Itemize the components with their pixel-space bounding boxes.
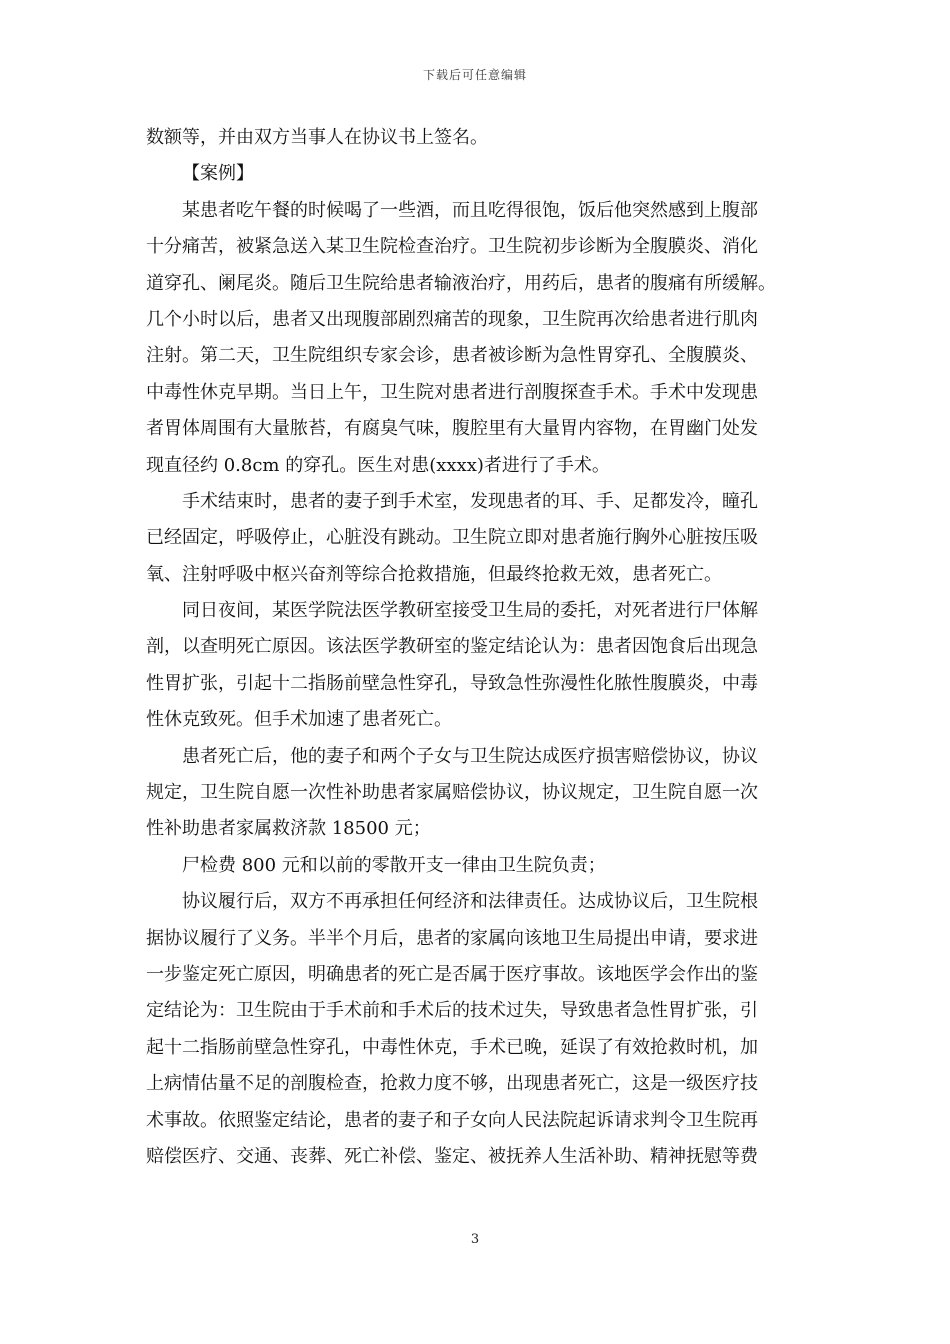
- text-line-4: 十分痛苦，被紧急送入某卫生院检查治疗。卫生院初步诊断为全腹膜炎、消化: [146, 236, 758, 258]
- text-line-5: 道穿孔、阑尾炎。随后卫生院给患者输液治疗，用药后，患者的腹痛有所缓解。: [146, 272, 776, 294]
- text-line-28: 术事故。依照鉴定结论，患者的妻子和子女向人民法院起诉请求判令卫生院再: [146, 1109, 758, 1131]
- text-line-9: 者胃体周围有大量脓苔，有腐臭气味，腹腔里有大量胃内容物，在胃幽门处发: [146, 418, 758, 440]
- page-number: 3: [470, 1232, 480, 1247]
- text-line-3: 某患者吃午餐的时候喝了一些酒，而且吃得很饱，饭后他突然感到上腹部: [182, 199, 758, 221]
- text-line-21: 尸检费 800 元和以前的零散开支一律由卫生院负责；: [182, 854, 606, 876]
- text-line-19: 规定，卫生院自愿一次性补助患者家属赔偿协议，协议规定，卫生院自愿一次: [146, 782, 758, 804]
- text-line-11: 手术结束时，患者的妻子到手术室，发现患者的耳、手、足都发冷，瞳孔: [182, 490, 758, 512]
- text-line-25: 定结论为：卫生院由于手术前和手术后的技术过失，导致患者急性胃扩张，引: [146, 1000, 758, 1022]
- text-line-26: 起十二指肠前壁急性穿孔，中毒性休克，手术已晚，延误了有效抢救时机，加: [146, 1036, 758, 1058]
- text-line-29: 赔偿医疗、交通、丧葬、死亡补偿、鉴定、被抚养人生活补助、精神抚慰等费: [146, 1145, 758, 1167]
- text-line-20: 性补助患者家属救济款 18500 元；: [146, 818, 431, 840]
- text-line-15: 剖，以查明死亡原因。该法医学教研室的鉴定结论认为：患者因饱食后出现急: [146, 636, 758, 658]
- text-line-23: 据协议履行了义务。半半个月后，患者的家属向该地卫生局提出申请，要求进: [146, 927, 758, 949]
- text-line-18: 患者死亡后，他的妻子和两个子女与卫生院达成医疗损害赔偿协议，协议: [182, 745, 758, 767]
- text-line-24: 一步鉴定死亡原因，明确患者的死亡是否属于医疗事故。该地医学会作出的鉴: [146, 963, 758, 985]
- text-line-8: 中毒性休克早期。当日上午，卫生院对患者进行剖腹探查手术。手术中发现患: [146, 381, 758, 403]
- text-line-1: 数额等，并由双方当事人在协议书上签名。: [146, 127, 488, 148]
- text-line-27: 上病情估量不足的剖腹检查，抢救力度不够，出现患者死亡，这是一级医疗技: [146, 1073, 758, 1095]
- section-heading-case: 【案例】: [182, 163, 254, 185]
- text-line-16: 性胃扩张，引起十二指肠前壁急性穿孔，导致急性弥漫性化脓性腹膜炎，中毒: [146, 672, 758, 694]
- text-line-17: 性休克致死。但手术加速了患者死亡。: [146, 709, 452, 731]
- page-header: 下载后可任意编辑: [422, 68, 527, 82]
- text-line-14: 同日夜间，某医学院法医学教研室接受卫生局的委托，对死者进行尸体解: [182, 600, 758, 622]
- text-line-6: 几个小时以后，患者又出现腹部剧烈痛苦的现象，卫生院再次给患者进行肌肉: [146, 308, 758, 330]
- text-line-7: 注射。第二天，卫生院组织专家会诊，患者被诊断为急性胃穿孔、全腹膜炎、: [146, 345, 758, 367]
- text-line-10: 现直径约 0.8cm 的穿孔。医生对患(xxxx)者进行了手术。: [146, 454, 610, 476]
- text-line-12: 已经固定，呼吸停止，心脏没有跳动。卫生院立即对患者施行胸外心脏按压吸: [146, 527, 758, 549]
- document-body: [146, 120, 824, 1175]
- text-line-22: 协议履行后，双方不再承担任何经济和法律责任。达成协议后，卫生院根: [182, 891, 758, 913]
- text-line-13: 氧、注射呼吸中枢兴奋剂等综合抢救措施，但最终抢救无效，患者死亡。: [146, 563, 722, 585]
